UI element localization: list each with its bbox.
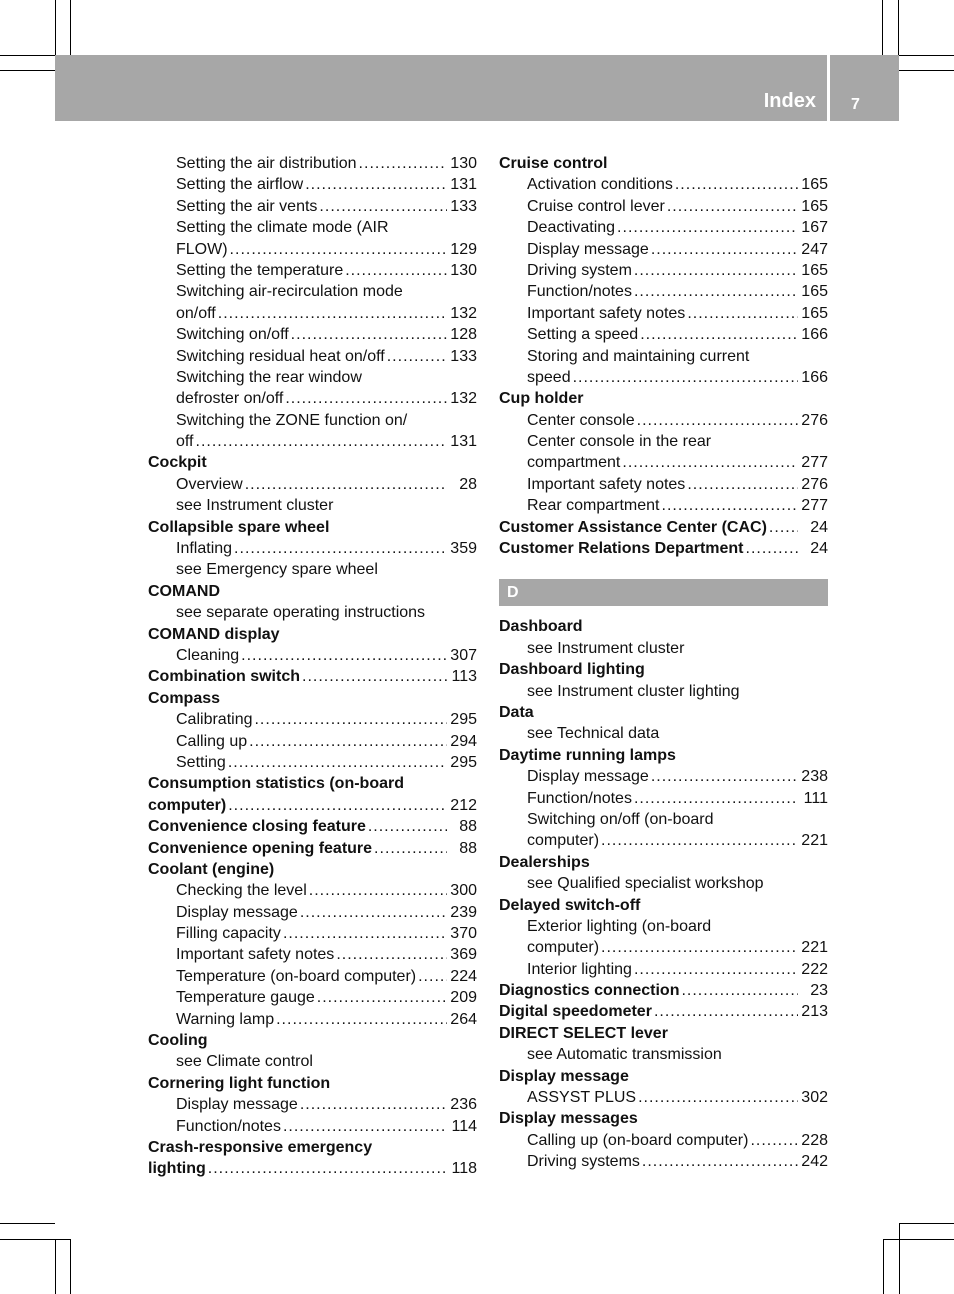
index-subentry xyxy=(499,281,828,302)
dot-leader xyxy=(285,388,447,409)
dot-leader xyxy=(218,303,447,324)
index-subentry xyxy=(499,260,828,281)
dot-leader xyxy=(769,517,798,538)
entry-label: Setting a speed xyxy=(527,326,639,344)
index-subentry xyxy=(148,196,477,217)
entry-label: Driving systems xyxy=(527,1153,640,1171)
index-heading: Consumption statistics (on-board xyxy=(148,775,404,793)
page-reference: 295 xyxy=(450,753,477,771)
index-subentry-text: Switching the ZONE function on/ xyxy=(176,411,408,429)
index-subentry xyxy=(499,788,828,809)
dot-leader xyxy=(387,346,447,367)
index-subentry xyxy=(499,1151,828,1172)
dot-leader xyxy=(750,1130,798,1151)
crop-mark xyxy=(0,70,55,71)
page-reference: 130 xyxy=(450,155,477,172)
dot-leader xyxy=(418,966,447,987)
page-reference: 221 xyxy=(801,939,828,957)
dot-leader xyxy=(319,196,447,217)
page-reference: 167 xyxy=(801,219,828,237)
page-reference: 118 xyxy=(451,1160,477,1178)
index-heading: Crash-responsive emergency xyxy=(148,1138,373,1156)
dot-leader xyxy=(681,980,798,1001)
dot-leader xyxy=(230,239,447,260)
index-heading: COMAND xyxy=(148,582,220,600)
index-heading: Dashboard lighting xyxy=(499,661,645,679)
dot-leader xyxy=(687,303,798,324)
dot-leader xyxy=(276,1009,447,1030)
index-heading: Cruise control xyxy=(499,155,608,172)
entry-label: speed xyxy=(527,368,571,386)
crop-mark xyxy=(882,0,883,55)
index-subentry xyxy=(148,474,477,495)
page-reference: 165 xyxy=(801,197,828,215)
page-number-bar xyxy=(830,55,899,121)
index-subentry xyxy=(148,174,477,195)
index-column-left xyxy=(148,153,477,1180)
dot-leader xyxy=(228,752,447,773)
index-subentry-text: see Instrument cluster xyxy=(176,497,334,515)
dot-leader xyxy=(687,474,798,495)
page-reference: 166 xyxy=(801,326,828,344)
entry-label: computer) xyxy=(527,939,600,957)
index-subentry xyxy=(499,495,828,516)
index-subentry xyxy=(499,1130,828,1151)
entry-label: lighting xyxy=(148,1160,206,1178)
entry-label: computer) xyxy=(527,832,600,850)
page-reference: 128 xyxy=(450,326,477,344)
entry-label: Driving system xyxy=(527,261,632,279)
dot-leader xyxy=(317,987,447,1008)
index-subentry xyxy=(148,538,477,559)
dot-leader xyxy=(249,731,447,752)
crop-mark xyxy=(70,0,71,55)
dot-leader xyxy=(640,324,798,345)
dot-leader xyxy=(241,645,447,666)
dot-leader xyxy=(305,174,447,195)
index-heading: Cornering light function xyxy=(148,1074,331,1092)
index-subentry xyxy=(499,174,828,195)
dot-leader xyxy=(283,923,447,944)
page-reference: 133 xyxy=(450,197,477,215)
page-reference: 132 xyxy=(450,390,477,408)
index-subentry xyxy=(148,324,477,345)
page-reference: 166 xyxy=(801,368,828,386)
entry-label: Overview xyxy=(176,475,243,493)
dot-leader xyxy=(228,795,447,816)
index-heading: Compass xyxy=(148,689,221,707)
index-subentry xyxy=(499,452,828,473)
entry-label: Switching residual heat on/off xyxy=(176,347,385,365)
index-subentry-text: Exterior lighting (on-board xyxy=(527,917,712,935)
page-reference: 238 xyxy=(801,768,828,786)
page-reference: 212 xyxy=(450,796,477,814)
entry-label: computer) xyxy=(148,796,227,814)
index-subentry-text: Switching on/off (on-board xyxy=(527,810,714,828)
page-reference: 24 xyxy=(810,518,828,536)
index-subentry xyxy=(499,303,828,324)
dot-leader xyxy=(302,666,447,687)
page-reference: 276 xyxy=(801,411,828,429)
page-reference: 111 xyxy=(803,789,828,807)
page-reference: 130 xyxy=(450,261,477,279)
index-heading-entry xyxy=(499,1001,828,1022)
page-reference: 369 xyxy=(450,946,477,964)
page-reference: 133 xyxy=(450,347,477,365)
index-subentry xyxy=(148,731,477,752)
dot-leader xyxy=(651,239,798,260)
dot-leader xyxy=(662,495,799,516)
dot-leader xyxy=(601,830,798,851)
index-subentry xyxy=(148,902,477,923)
entry-label: Digital speedometer xyxy=(499,1003,652,1021)
index-subentry xyxy=(499,217,828,238)
index-heading-entry xyxy=(148,666,477,687)
dot-leader xyxy=(667,196,798,217)
dot-leader xyxy=(345,260,447,281)
index-subentry xyxy=(499,324,828,345)
page-reference: 88 xyxy=(459,818,477,836)
entry-label: Function/notes xyxy=(527,283,632,301)
entry-label: Cleaning xyxy=(176,646,240,664)
entry-label: Display message xyxy=(176,1096,298,1114)
dot-leader xyxy=(245,474,447,495)
index-heading-entry xyxy=(499,538,828,559)
index-subentry xyxy=(148,752,477,773)
page-reference: 129 xyxy=(450,240,477,258)
index-letter-heading: D xyxy=(499,579,828,606)
crop-mark xyxy=(883,1239,954,1240)
page-reference: 165 xyxy=(801,261,828,279)
entry-label: compartment xyxy=(527,454,621,472)
page-reference: 165 xyxy=(801,176,828,194)
entry-label: Rear compartment xyxy=(527,497,660,515)
index-column-right xyxy=(499,153,828,1173)
entry-label: Temperature gauge xyxy=(176,989,315,1007)
page-reference: 221 xyxy=(801,832,828,850)
entry-label: Function/notes xyxy=(527,789,632,807)
dot-leader xyxy=(634,788,798,809)
dot-leader xyxy=(234,538,447,559)
section-title: Index xyxy=(763,90,816,112)
entry-label: Display message xyxy=(527,768,649,786)
crop-mark xyxy=(55,1239,56,1294)
entry-label: Setting the air distribution xyxy=(176,155,357,172)
dot-leader xyxy=(654,1001,798,1022)
index-subentry xyxy=(148,388,477,409)
entry-label: Important safety notes xyxy=(527,304,686,322)
index-subentry xyxy=(499,1087,828,1108)
dot-leader xyxy=(622,452,798,473)
page-reference: 277 xyxy=(801,497,828,515)
entry-label: Convenience opening feature xyxy=(148,839,373,857)
index-subentry xyxy=(499,474,828,495)
entry-label: FLOW) xyxy=(176,240,228,258)
dot-leader xyxy=(642,1151,798,1172)
page-reference: 239 xyxy=(450,903,477,921)
page-reference: 247 xyxy=(801,240,828,258)
dot-leader xyxy=(336,944,447,965)
dot-leader xyxy=(208,1158,447,1179)
entry-label: Display message xyxy=(527,240,649,258)
entry-label: Convenience closing feature xyxy=(148,818,366,836)
page-reference: 131 xyxy=(450,433,477,451)
dot-leader xyxy=(746,538,799,559)
index-heading: DIRECT SELECT lever xyxy=(499,1024,668,1042)
entry-label: Switching on/off xyxy=(176,326,289,344)
page-reference: 228 xyxy=(801,1131,828,1149)
entry-label: Center console xyxy=(527,411,635,429)
index-subentry xyxy=(148,944,477,965)
page-reference: 165 xyxy=(801,304,828,322)
crop-mark xyxy=(0,55,55,56)
index-subentry-text: see Instrument cluster xyxy=(527,639,685,657)
index-subentry-text: see Automatic transmission xyxy=(527,1046,722,1064)
index-heading-entry xyxy=(148,816,477,837)
index-subentry xyxy=(499,830,828,851)
crop-mark xyxy=(899,1223,900,1294)
dot-leader xyxy=(196,431,448,452)
index-subentry-text: Storing and maintaining current xyxy=(527,347,750,365)
index-subentry xyxy=(148,239,477,260)
index-subentry-text: Center console in the rear xyxy=(527,433,712,451)
dot-leader xyxy=(651,766,798,787)
entry-label: Cruise control lever xyxy=(527,197,665,215)
page-reference: 276 xyxy=(801,475,828,493)
page-reference: 114 xyxy=(451,1117,477,1135)
index-subentry xyxy=(148,303,477,324)
dot-leader xyxy=(291,324,447,345)
page-reference: 224 xyxy=(450,967,477,985)
index-heading-entry xyxy=(148,795,477,816)
page-reference: 222 xyxy=(801,960,828,978)
page-reference: 88 xyxy=(459,839,477,857)
index-subentry xyxy=(499,410,828,431)
dot-leader xyxy=(300,1094,447,1115)
crop-mark xyxy=(70,1239,71,1294)
page-reference: 370 xyxy=(450,925,477,943)
index-subentry xyxy=(148,923,477,944)
dot-leader xyxy=(675,174,798,195)
index-heading: COMAND display xyxy=(148,625,280,643)
dot-leader xyxy=(283,1116,447,1137)
index-subentry xyxy=(148,880,477,901)
entry-label: off xyxy=(176,433,194,451)
dot-leader xyxy=(573,367,798,388)
index-heading-entry xyxy=(499,517,828,538)
page-reference: 277 xyxy=(801,454,828,472)
index-subentry xyxy=(148,709,477,730)
entry-label: Important safety notes xyxy=(176,946,335,964)
index-subentry xyxy=(499,766,828,787)
crop-mark xyxy=(0,1239,70,1240)
entry-label: Calling up (on-board computer) xyxy=(527,1131,749,1149)
entry-label: Checking the level xyxy=(176,882,307,900)
page-reference: 359 xyxy=(450,540,477,558)
index-heading: Cooling xyxy=(148,1032,208,1050)
index-subentry xyxy=(499,196,828,217)
entry-label: Setting xyxy=(176,753,226,771)
index-heading-entry xyxy=(499,980,828,1001)
index-heading: Delayed switch-off xyxy=(499,896,641,914)
index-subentry xyxy=(148,346,477,367)
dot-leader xyxy=(374,838,447,859)
page-reference: 307 xyxy=(450,646,477,664)
page-reference: 295 xyxy=(450,711,477,729)
entry-label: Calling up xyxy=(176,732,248,750)
index-subentry xyxy=(148,431,477,452)
page-reference: 28 xyxy=(459,475,477,493)
crop-mark xyxy=(899,70,954,71)
dot-leader xyxy=(309,880,447,901)
dot-leader xyxy=(254,709,447,730)
page-reference: 23 xyxy=(810,982,828,1000)
entry-label: Setting the airflow xyxy=(176,176,304,194)
dot-leader xyxy=(634,260,798,281)
index-heading: Display messages xyxy=(499,1110,638,1128)
entry-label: Diagnostics connection xyxy=(499,982,680,1000)
index-subentry-text: see Emergency spare wheel xyxy=(176,561,378,579)
crop-mark xyxy=(899,1223,954,1224)
index-heading: Data xyxy=(499,703,534,721)
entry-label: Calibrating xyxy=(176,711,253,729)
index-subentry xyxy=(148,987,477,1008)
index-subentry xyxy=(148,1116,477,1137)
page-reference: 294 xyxy=(450,732,477,750)
entry-label: Combination switch xyxy=(148,668,300,686)
index-heading: Coolant (engine) xyxy=(148,860,275,878)
entry-label: Interior lighting xyxy=(527,960,632,978)
index-subentry-text: Switching the rear window xyxy=(176,368,362,386)
index-subentry xyxy=(148,1094,477,1115)
index-subentry-text: Setting the climate mode (AIR xyxy=(176,219,389,237)
index-heading: Cockpit xyxy=(148,454,207,472)
entry-label: Deactivating xyxy=(527,219,616,237)
dot-leader xyxy=(637,410,798,431)
page-reference: 242 xyxy=(801,1153,828,1171)
index-subentry xyxy=(148,645,477,666)
entry-label: Warning lamp xyxy=(176,1010,275,1028)
crop-mark xyxy=(0,1223,55,1224)
entry-label: Setting the air vents xyxy=(176,197,318,215)
crop-mark xyxy=(883,1239,884,1294)
index-subentry-text: see Technical data xyxy=(527,725,660,743)
index-heading: Display message xyxy=(499,1067,629,1085)
entry-label: Display message xyxy=(176,903,298,921)
page-number: 7 xyxy=(851,96,860,113)
entry-label: ASSYST PLUS xyxy=(527,1089,637,1107)
page-reference: 24 xyxy=(810,540,828,558)
dot-leader xyxy=(601,937,798,958)
index-subentry-text: see Climate control xyxy=(176,1053,313,1071)
dot-leader xyxy=(634,281,798,302)
page-reference: 131 xyxy=(450,176,477,194)
index-subentry-text: see separate operating instructions xyxy=(176,604,426,622)
index-heading: Daytime running lamps xyxy=(499,746,676,764)
index-subentry xyxy=(499,937,828,958)
page-reference: 209 xyxy=(450,989,477,1007)
index-subentry xyxy=(148,153,477,174)
page-reference: 300 xyxy=(450,882,477,900)
page-reference: 165 xyxy=(801,283,828,301)
index-heading: Dealerships xyxy=(499,853,590,871)
index-subentry-text: see Instrument cluster lighting xyxy=(527,682,740,700)
index-subentry-text: see Qualified specialist workshop xyxy=(527,875,764,893)
entry-label: Important safety notes xyxy=(527,475,686,493)
dot-leader xyxy=(368,816,447,837)
entry-label: Filling capacity xyxy=(176,925,281,943)
index-heading: Collapsible spare wheel xyxy=(148,518,330,536)
dot-leader xyxy=(359,153,447,174)
dot-leader xyxy=(617,217,798,238)
index-subentry xyxy=(148,260,477,281)
index-subentry-text: Switching air-recirculation mode xyxy=(176,283,403,301)
index-subentry xyxy=(499,239,828,260)
index-subentry xyxy=(499,367,828,388)
page-reference: 302 xyxy=(801,1089,828,1107)
page-reference: 113 xyxy=(451,668,477,686)
index-heading: Dashboard xyxy=(499,618,583,636)
index-subentry xyxy=(148,1009,477,1030)
index-subentry xyxy=(148,966,477,987)
crop-mark xyxy=(55,0,56,55)
index-heading-entry xyxy=(148,1158,477,1179)
entry-label: defroster on/off xyxy=(176,390,284,408)
page-reference: 236 xyxy=(450,1096,477,1114)
entry-label: on/off xyxy=(176,304,216,322)
crop-mark xyxy=(899,55,954,56)
dot-leader xyxy=(638,1087,798,1108)
entry-label: Setting the temperature xyxy=(176,261,344,279)
entry-label: Activation conditions xyxy=(527,176,673,194)
entry-label: Customer Relations Department xyxy=(499,540,744,558)
dot-leader xyxy=(300,902,447,923)
entry-label: Function/notes xyxy=(176,1117,281,1135)
header-bar xyxy=(55,55,827,121)
index-heading: Cup holder xyxy=(499,390,584,408)
page-reference: 213 xyxy=(801,1003,828,1021)
dot-leader xyxy=(634,959,798,980)
entry-label: Inflating xyxy=(176,540,233,558)
entry-label: Temperature (on-board computer) xyxy=(176,967,417,985)
index-subentry xyxy=(499,959,828,980)
entry-label: Customer Assistance Center (CAC) xyxy=(499,518,767,536)
page-reference: 132 xyxy=(450,304,477,322)
page-reference: 264 xyxy=(450,1010,477,1028)
index-heading-entry xyxy=(148,838,477,859)
crop-mark xyxy=(898,0,899,55)
